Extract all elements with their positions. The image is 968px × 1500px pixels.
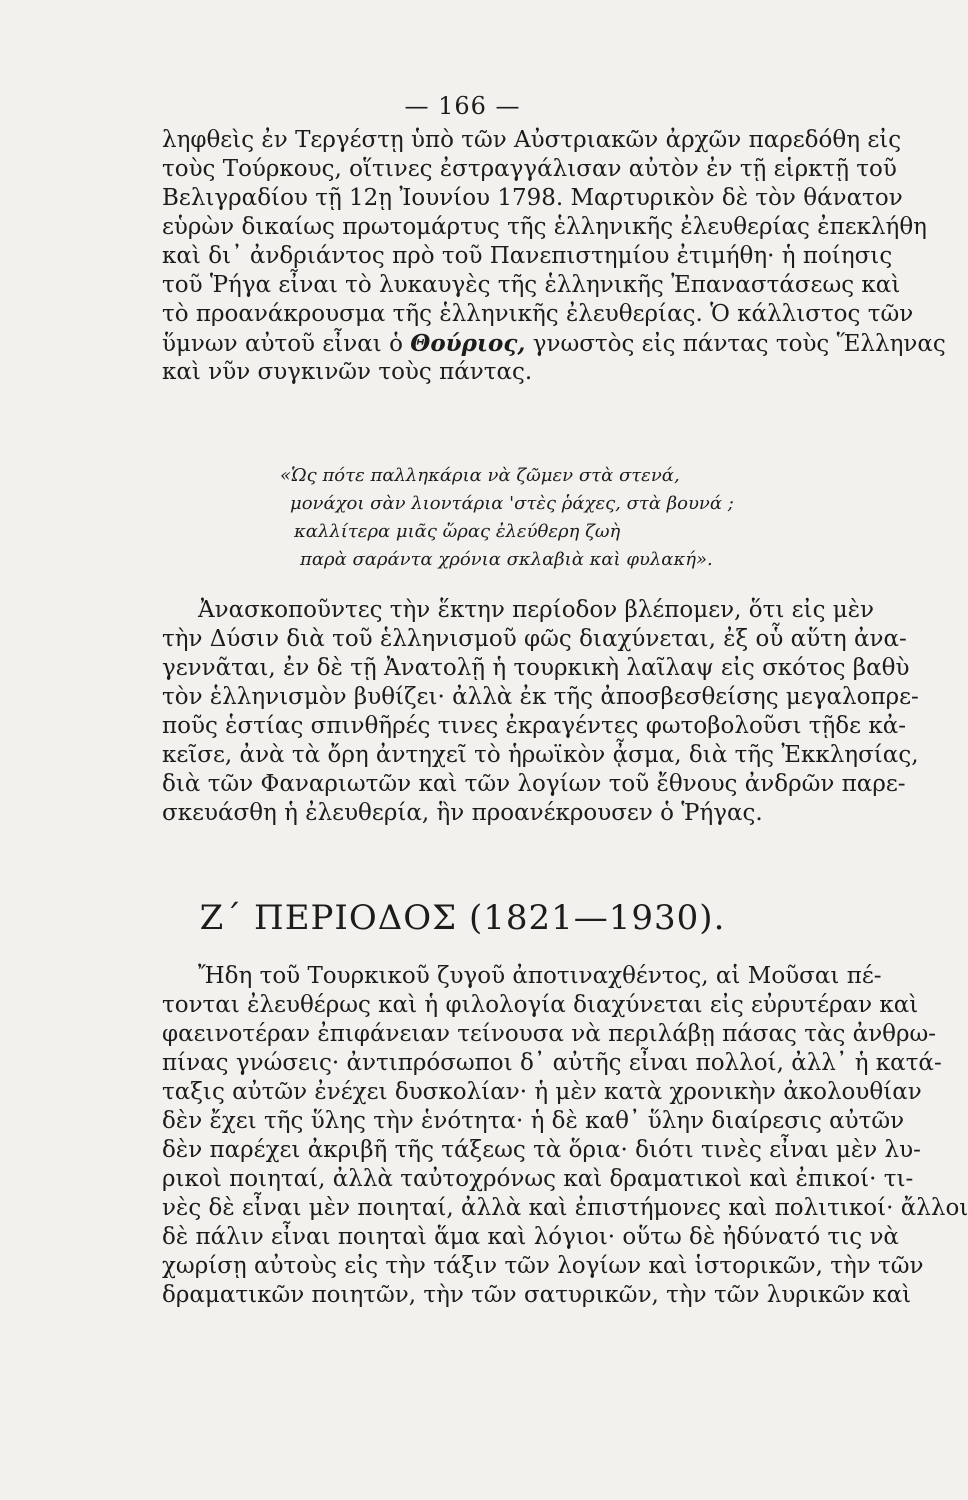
text-segment: γνωστὸς εἰς πάντας τοὺς Ἕλληνας [525, 331, 946, 357]
text-line: τονται ἐλευθέρως καὶ ἡ φιλολογία διαχύνεται εἰς εὐρυτέραν καὶ [162, 992, 919, 1018]
text-line: ρικοὶ ποιηταί, ἀλλὰ ταὐτοχρόνως καὶ δραματικοὶ καὶ ἐπικοί· τι- [162, 1166, 914, 1192]
text-line: πίνας γνώσεις· ἀντιπρόσωποι δ᾽ αὐτῆς εἶναι πολλοί, ἀλλ᾽ ἡ κατά- [162, 1050, 942, 1076]
text-line: Ἤδη τοῦ Τουρκικοῦ ζυγοῦ ἀποτιναχθέντος, αἱ Μοῦσαι πέ- [198, 963, 882, 989]
heading-title: Ζ΄ ΠΕΡΙΟΔΟΣ [199, 898, 458, 938]
text-line: τὸν ἑλληνισμὸν βυθίζει· ἀλλὰ ἐκ τῆς ἀποσβεσθείσης μεγαλοπρε- [162, 684, 919, 710]
text-line: ταξις αὐτῶν ἐνέχει δυσκολίαν· ἡ μὲν κατὰ χρονικὴν ἀκολουθίαν [162, 1079, 922, 1105]
text-line: Βελιγραδίου τῇ 12ῃ Ἰουνίου 1798. Μαρτυρικὸν δὲ τὸν θάνατον [162, 185, 903, 211]
text-line: σκευάσθη ἡ ἐλευθερία, ἣν προανέκρουσεν ὁ Ῥήγας. [162, 800, 763, 826]
text-line: εὑρὼν δικαίως πρωτομάρτυς τῆς ἑλληνικῆς ἐλευθερίας ἐπεκλήθη [162, 214, 927, 240]
text-line: διὰ τῶν Φαναριωτῶν καὶ τῶν λογίων τοῦ ἔθνους ἀνδρῶν παρε- [162, 771, 906, 797]
poem-quote [280, 462, 800, 574]
text-line: κεῖσε, ἀνὰ τὰ ὄρη ἀντηχεῖ τὸ ἡρωϊκὸν ᾆσμα, διὰ τῆς Ἐκκλησίας, [162, 742, 919, 768]
poem-line: παρὰ σαράντα χρόνια σκλαβιὰ καὶ φυλακή». [300, 549, 713, 570]
text-line: καὶ δι᾽ ἀνδριάντος πρὸ τοῦ Πανεπιστημίου ἐτιμήθη· ἡ ποίησις [162, 243, 893, 269]
text-line: φαεινοτέραν ἐπιφάνειαν τείνουσα νὰ περιλάβῃ πάσας τὰς ἀνθρω- [162, 1021, 937, 1047]
poem-line: καλλίτερα μιᾶς ὥρας ἐλεύθερη ζωὴ [294, 521, 621, 542]
text-line: δραματικῶν ποιητῶν, τὴν τῶν σατυρικῶν, τὴν τῶν λυρικῶν καὶ [162, 1282, 912, 1308]
text-line: νὲς δὲ εἶναι μὲν ποιηταί, ἀλλὰ καὶ ἐπιστήμονες καὶ πολιτικοί· ἄλλοι [162, 1195, 968, 1221]
text-line: χωρίσῃ αὐτοὺς εἰς τὴν τάξιν τῶν λογίων καὶ ἱστορικῶν, τὴν τῶν [162, 1253, 924, 1279]
text-line: τοῦ Ῥήγα εἶναι τὸ λυκαυγὲς τῆς ἑλληνικῆς Ἐπαναστάσεως καὶ [162, 272, 901, 298]
text-line: τοὺς Τούρκους, οἵτινες ἐστραγγάλισαν αὐτὸν ἐν τῇ εἱρκτῇ τοῦ [162, 156, 897, 182]
text-line: γεννᾶται, ἐν δὲ τῇ Ἀνατολῇ ἡ τουρκικὴ λαῖλαψ εἰς σκότος βαθὺ [162, 655, 910, 681]
text-line: ληφθεὶς ἐν Τεργέστῃ ὑπὸ τῶν Αὐστριακῶν ἀρχῶν παρεδόθη εἰς [162, 127, 902, 153]
poem-line: μονάχοι σὰν λιοντάρια 'στὲς ῥάχες, στὰ βουνά ; [290, 493, 734, 514]
heading-years: (1821—1930). [468, 898, 726, 938]
paragraph-seventh-period [162, 962, 968, 1310]
section-heading [0, 898, 925, 938]
paragraph-rhigas [162, 126, 946, 387]
text-line: τὸ προανάκρουσμα τῆς ἑλληνικῆς ἐλευθερίας. Ὁ κάλλιστος τῶν [162, 301, 914, 327]
text-line: Ἀνασκοποῦντες τὴν ἕκτην περίοδον βλέπομεν, ὅτι εἰς μὲν [198, 597, 875, 623]
text-line: δὲν παρέχει ἀκριβῆ τῆς τάξεως τὰ ὅρια· διότι τινὲς εἶναι μὲν λυ- [162, 1137, 921, 1163]
text-line-thourios [162, 329, 946, 358]
page-number: — 166 — [404, 92, 521, 120]
paragraph-sixth-period [162, 596, 919, 828]
text-line: καὶ νῦν συγκινῶν τοὺς πάντας. [162, 359, 533, 385]
text-line: τὴν Δύσιν διὰ τοῦ ἑλληνισμοῦ φῶς διαχύνεται, ἐξ οὗ αὕτη ἀνα- [162, 626, 907, 652]
poem-line: «Ὡς πότε παλληκάρια νὰ ζῶμεν στὰ στενά, [280, 465, 680, 486]
text-line: δὲ πάλιν εἶναι ποιηταὶ ἅμα καὶ λόγιοι· οὕτω δὲ ἠδύνατό τις νὰ [162, 1224, 899, 1250]
text-line: δὲν ἔχει τῆς ὕλης τὴν ἑνότητα· ἡ δὲ καθ᾽ ὕλην διαίρεσις αὐτῶν [162, 1108, 905, 1134]
text-line: ποῦς ἑστίας σπινθῆρές τινες ἐκραγέντες φωτοβολοῦσι τῇδε κἀ- [162, 713, 907, 739]
thourios-title: Θούριος, [410, 330, 526, 357]
text-segment: ὕμνων αὐτοῦ εἶναι ὁ [162, 331, 411, 357]
